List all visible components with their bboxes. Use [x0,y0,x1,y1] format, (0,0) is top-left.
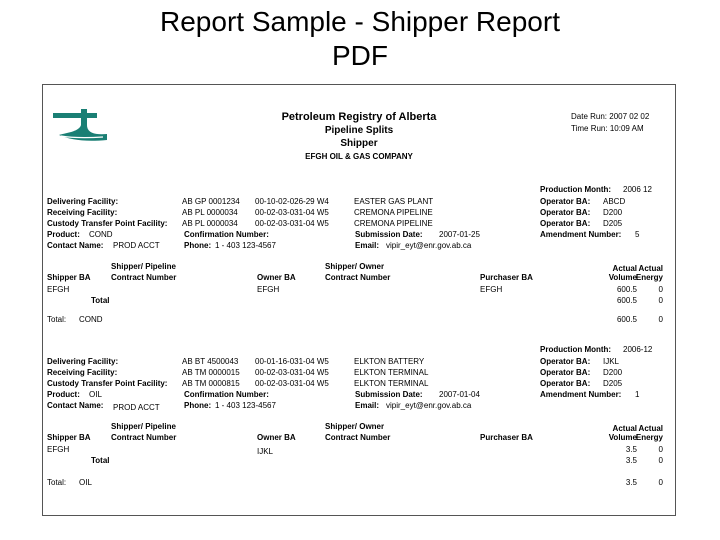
report-org: Petroleum Registry of Alberta [281,111,437,123]
product-value: OIL [89,390,102,399]
contact-name-label: Contact Name: [47,401,104,410]
operator-ba-value: D205 [603,379,623,388]
time-run: Time Run: 10:09 AM [571,124,644,133]
grand-total-product: COND [79,315,103,324]
row-owner-ba: EFGH [257,285,280,294]
col-shipper-pipeline: Shipper/ Pipeline [111,262,176,271]
delivering-facility-name: EASTER GAS PLANT [354,197,434,206]
col-volume: Volume [608,433,637,442]
col-contract-number: Contract Number [111,433,177,442]
grand-total-label: Total: [47,478,67,487]
col-contract-number: Contract Number [325,433,391,442]
amendment-number-label: Amendment Number: [540,390,622,399]
subtotal-label: Total [91,456,110,465]
col-shipper-pipeline: Shipper/ Pipeline [111,422,176,431]
receiving-facility-location: 00-02-03-031-04 W5 [255,208,329,217]
product-label: Product: [47,390,80,399]
row-owner-ba: IJKL [257,447,274,456]
phone-label: Phone: [184,401,212,410]
report-company: EFGH OIL & GAS COMPANY [305,152,413,161]
report-title: Pipeline Splits [324,125,394,136]
confirmation-number-label: Confirmation Number: [184,230,269,239]
submission-date-label: Submission Date: [355,390,423,399]
operator-ba-label: Operator BA: [540,219,591,228]
subtotal-volume: 600.5 [616,296,637,305]
product-label: Product: [47,230,80,239]
col-shipper-owner: Shipper/ Owner [325,422,385,431]
custody-transfer-id: AB PL 0000034 [182,219,238,228]
row-volume: 3.5 [625,445,637,454]
custody-transfer-name: CREMONA PIPELINE [354,219,433,228]
delivering-facility-name: ELKTON BATTERY [354,357,425,366]
submission-date-value: 2007-01-04 [439,390,480,399]
submission-date-label: Submission Date: [355,230,423,239]
production-month-value: 2006-12 [623,345,653,354]
custody-transfer-location: 00-02-03-031-04 W5 [255,379,329,388]
report-subtitle: Shipper [340,138,378,149]
col-owner-ba: Owner BA [257,273,296,282]
report-document [42,84,676,516]
slide-title: Report Sample - Shipper Report [160,6,560,37]
operator-ba-value: D200 [603,208,623,217]
confirmation-number-label: Confirmation Number: [184,390,269,399]
custody-transfer-id: AB TM 0000815 [182,379,240,388]
contact-name-value: PROD ACCT [113,403,160,412]
col-actual: Actual [638,424,663,433]
grand-total-energy: 0 [658,315,663,324]
delivering-facility-location: 00-10-02-026-29 W4 [255,197,329,206]
product-value: COND [89,230,113,239]
phone-value: 1 - 403 123-4567 [215,401,276,410]
row-energy: 0 [658,285,663,294]
report-section-2 [43,345,675,495]
col-contract-number: Contract Number [325,273,391,282]
receiving-facility-label: Receiving Facility: [47,368,118,377]
email-label: Email: [355,401,380,410]
row-energy: 0 [658,445,663,454]
delivering-facility-id: AB BT 4500043 [182,357,239,366]
receiving-facility-name: CREMONA PIPELINE [354,208,433,217]
operator-ba-value: D205 [603,219,623,228]
phone-label: Phone: [184,241,212,250]
production-month-label: Production Month: [540,345,612,354]
grand-total-volume: 3.5 [625,478,637,487]
col-purchaser-ba: Purchaser BA [480,273,533,282]
grand-total-volume: 600.5 [616,315,637,324]
subtotal-energy: 0 [658,296,663,305]
row-shipper-ba: EFGH [47,285,70,294]
operator-ba-label: Operator BA: [540,197,591,206]
operator-ba-value: IJKL [603,357,620,366]
email-value: vipir_eyt@enr.gov.ab.ca [386,241,472,250]
col-actual: Actual [612,424,637,433]
receiving-facility-id: AB PL 0000034 [182,208,238,217]
production-month-value: 2006 12 [623,185,652,194]
contact-name-value: PROD ACCT [113,241,160,250]
col-shipper-ba: Shipper BA [47,273,91,282]
operator-ba-value: ABCD [603,197,626,206]
col-purchaser-ba: Purchaser BA [480,433,533,442]
report-section-1 [43,185,675,335]
col-actual: Actual [638,264,663,273]
col-shipper-ba: Shipper BA [47,433,91,442]
delivering-facility-location: 00-01-16-031-04 W5 [255,357,329,366]
operator-ba-label: Operator BA: [540,379,591,388]
grand-total-label: Total: [47,315,67,324]
receiving-facility-label: Receiving Facility: [47,208,118,217]
grand-total-product: OIL [79,478,92,487]
operator-ba-label: Operator BA: [540,208,591,217]
receiving-facility-name: ELKTON TERMINAL [354,368,429,377]
col-energy: Energy [635,273,663,282]
row-shipper-ba: EFGH [47,445,70,454]
contact-name-label: Contact Name: [47,241,104,250]
col-energy: Energy [635,433,663,442]
subtotal-label: Total [91,296,110,305]
custody-transfer-location: 00-02-03-031-04 W5 [255,219,329,228]
production-month-label: Production Month: [540,185,612,194]
delivering-facility-id: AB GP 0001234 [182,197,240,206]
email-value: vipir_eyt@enr.gov.ab.ca [386,401,472,410]
grand-total-energy: 0 [658,478,663,487]
subtotal-energy: 0 [658,456,663,465]
custody-transfer-label: Custody Transfer Point Facility: [47,219,168,228]
receiving-facility-location: 00-02-03-031-04 W5 [255,368,329,377]
submission-date-value: 2007-01-25 [439,230,480,239]
delivering-facility-label: Delivering Facility: [47,357,119,366]
col-actual: Actual [612,264,637,273]
receiving-facility-id: AB TM 0000015 [182,368,240,377]
row-purchaser-ba: EFGH [480,285,503,294]
phone-value: 1 - 403 123-4567 [215,241,276,250]
operator-ba-value: D200 [603,368,623,377]
col-owner-ba: Owner BA [257,433,296,442]
email-label: Email: [355,241,380,250]
amendment-number-label: Amendment Number: [540,230,622,239]
col-volume: Volume [608,273,637,282]
amendment-number-value: 1 [635,390,640,399]
operator-ba-label: Operator BA: [540,368,591,377]
delivering-facility-label: Delivering Facility: [47,197,119,206]
date-run: Date Run: 2007 02 02 [571,112,650,121]
custody-transfer-label: Custody Transfer Point Facility: [47,379,168,388]
amendment-number-value: 5 [635,230,640,239]
col-contract-number: Contract Number [111,273,177,282]
slide-subtitle: PDF [332,40,388,71]
subtotal-volume: 3.5 [625,456,637,465]
custody-transfer-name: ELKTON TERMINAL [354,379,429,388]
row-volume: 600.5 [616,285,637,294]
operator-ba-label: Operator BA: [540,357,591,366]
col-shipper-owner: Shipper/ Owner [325,262,385,271]
